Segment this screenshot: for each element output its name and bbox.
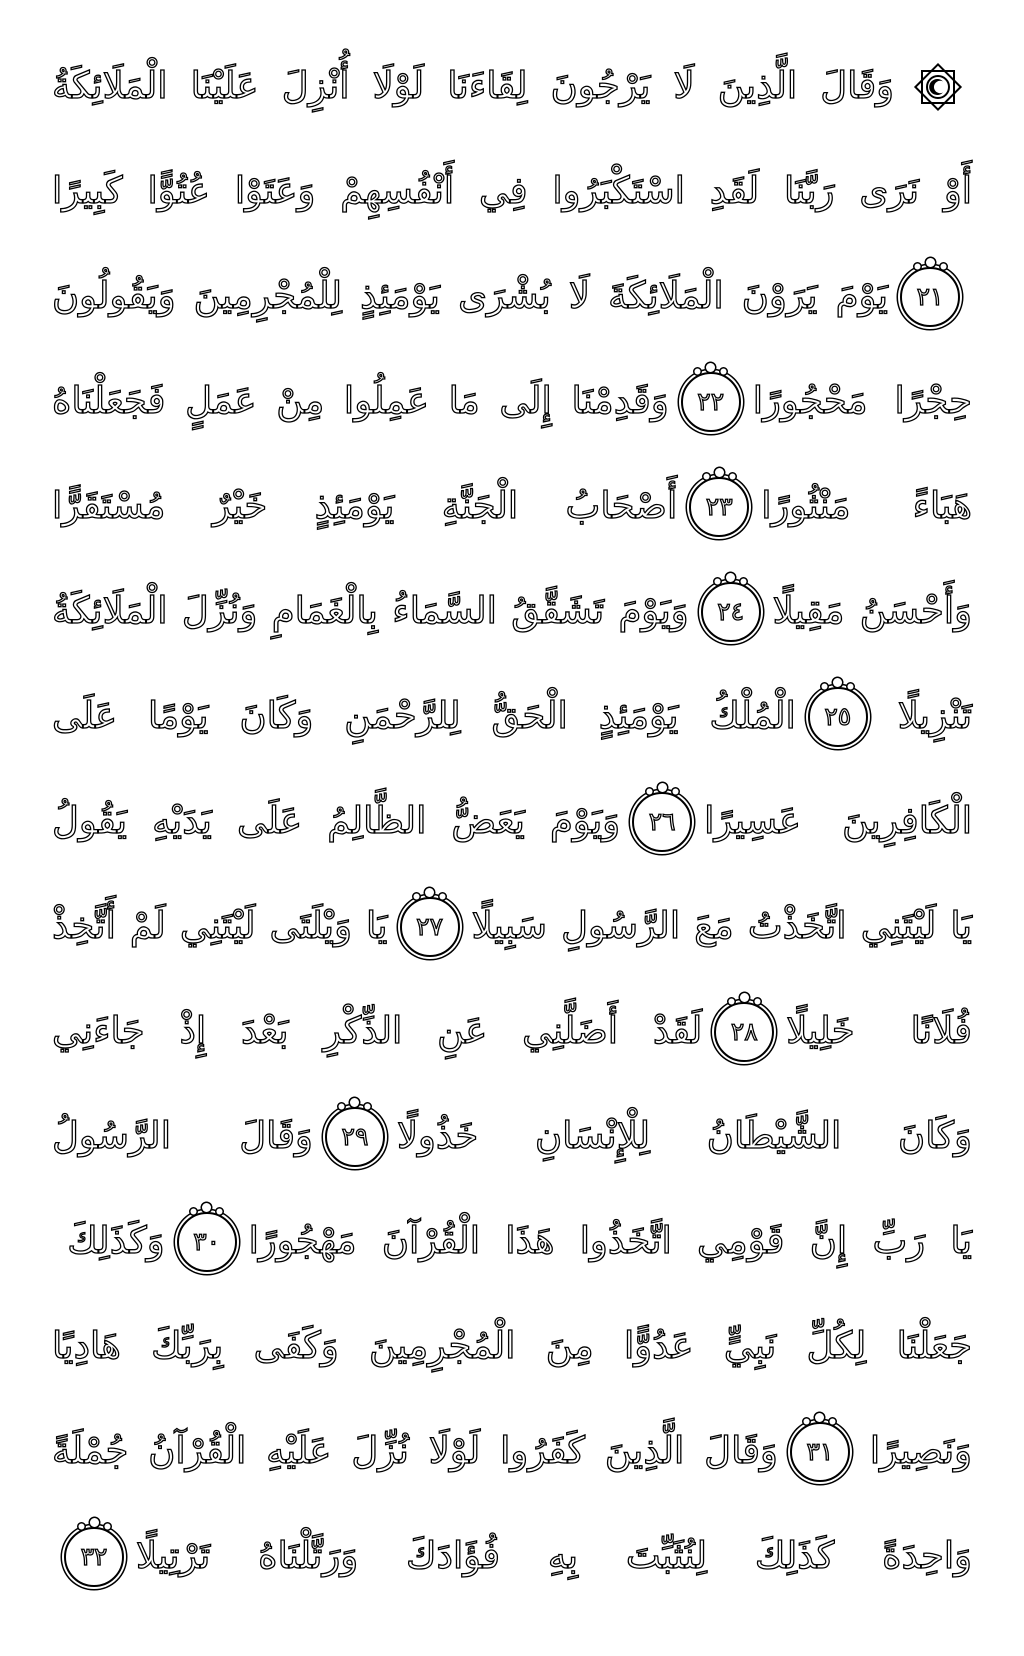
ayah-number: ٢١ xyxy=(916,281,944,311)
ayah-text: الْكَافِرِينَ عَسِيرًا xyxy=(704,799,972,843)
ayah-text: فُلَانًا خَلِيلًا xyxy=(786,1009,972,1053)
ayah-number-medallion xyxy=(400,897,460,957)
ayah-number-medallion xyxy=(681,372,741,432)
ayah-text: وَكَانَ الشَّيْطَانُ لِلْإِنْسَانِ خَذُولًا xyxy=(396,1114,972,1158)
ayah-number-medallion xyxy=(790,1422,850,1482)
ayah-text: وَكَذَلِكَ xyxy=(67,1219,165,1263)
ayah-number: ٣٠ xyxy=(193,1226,221,1256)
mushaf-line xyxy=(52,874,972,979)
ayah-number-medallion xyxy=(64,1527,124,1587)
ayah-number-medallion xyxy=(177,1212,237,1272)
ayah-text: الْمُلْكُ يَوْمَئِذٍ الْحَقُّ لِلرَّحْمَنِ وَكَانَ يَوْمًا عَلَى xyxy=(52,694,796,738)
rub-el-hizb-icon xyxy=(908,57,968,117)
ayah-text: تَنْزِيلًا xyxy=(897,694,972,738)
ayah-number-medallion xyxy=(325,1107,385,1167)
mushaf-line xyxy=(52,349,972,454)
ayah-text: جَعَلْنَا لِكُلِّ نَبِيٍّ عَدُوًّا مِنَ الْمُجْرِمِينَ وَكَفَى بِرَبِّكَ هَادِيًا xyxy=(52,1324,972,1368)
mushaf-line xyxy=(52,769,972,874)
ayah-number: ٢٧ xyxy=(416,911,444,941)
ayah-number: ٢٨ xyxy=(730,1016,758,1046)
ayah-number: ٢٤ xyxy=(717,596,745,626)
ayah-number-medallion xyxy=(701,582,761,642)
mushaf-line xyxy=(52,979,972,1084)
ayah-number-medallion xyxy=(900,267,960,327)
ayah-number-medallion xyxy=(632,792,692,852)
ayah-text: وَيَوْمَ تَشَقَّقُ السَّمَاءُ بِالْغَمَامِ وَنُزِّلَ الْمَلَائِكَةُ xyxy=(52,589,689,633)
ayah-text: يَا وَيْلَتَى لَيْتَنِي لَمْ أَتَّخِذْ xyxy=(52,904,388,948)
ayah-text: يَوْمَ يَرَوْنَ الْمَلَائِكَةَ لَا بُشْرَى يَوْمَئِذٍ لِلْمُجْرِمِينَ وَيَقُولُونَ xyxy=(52,274,888,318)
ayah-text: يَا رَبِّ إِنَّ قَوْمِي اتَّخَذُوا هَذَا الْقُرْآنَ مَهْجُورًا xyxy=(248,1219,972,1263)
ayah-number: ٣١ xyxy=(806,1436,834,1466)
mushaf-line xyxy=(52,1294,972,1399)
mushaf-line xyxy=(52,559,972,664)
ayah-number-medallion xyxy=(714,1002,774,1062)
mushaf-line xyxy=(52,139,972,244)
ayah-text: وَأَحْسَنُ مَقِيلًا xyxy=(772,589,972,633)
ayah-number-medallion xyxy=(689,477,749,537)
ayah-text: وَقَدِمْنَا إِلَى مَا عَمِلُوا مِنْ عَمَلٍ فَجَعَلْنَاهُ xyxy=(52,379,669,423)
mushaf-line xyxy=(52,244,972,349)
mushaf-line xyxy=(52,1084,972,1189)
ayah-text: وَنَصِيرًا xyxy=(869,1429,972,1473)
ayah-text: يَا لَيْتَنِي اتَّخَذْتُ مَعَ الرَّسُولِ سَبِيلًا xyxy=(471,904,972,948)
ayah-text: لَقَدْ أَضَلَّنِي عَنِ الذِّكْرِ بَعْدَ إِذْ جَاءَنِي xyxy=(52,1009,703,1053)
ayah-number: ٢٣ xyxy=(705,491,733,521)
mushaf-line xyxy=(52,454,972,559)
ayah-text: هَبَاءً مَنْثُورًا xyxy=(761,484,972,528)
ayah-text: وَقَالَ الرَّسُولُ xyxy=(52,1114,313,1158)
ayah-text: أَصْحَابُ الْجَنَّةِ يَوْمَئِذٍ خَيْرٌ مُسْتَقَرًّا xyxy=(52,484,678,528)
ayah-number: ٢٦ xyxy=(648,806,676,836)
ayah-text: وَقَالَ الَّذِينَ كَفَرُوا لَوْلَا نُزِّلَ عَلَيْهِ الْقُرْآنُ جُمْلَةً xyxy=(52,1429,778,1473)
ayah-number: ٢٩ xyxy=(341,1121,369,1151)
ayah-text: وَقَالَ الَّذِينَ لَا يَرْجُونَ لِقَاءَنَا لَوْلَا أُنْزِلَ عَلَيْنَا الْمَلَائِكَةُ xyxy=(52,64,894,108)
ayah-number: ٢٥ xyxy=(824,701,852,731)
mushaf-line xyxy=(52,1189,972,1294)
ayah-text: أَوْ نَرَى رَبَّنَا لَقَدِ اسْتَكْبَرُوا فِي أَنْفُسِهِمْ وَعَتَوْا عُتُوًّا كَبِيرًا xyxy=(52,169,972,213)
ayah-number: ٣٢ xyxy=(80,1541,108,1571)
mushaf-line xyxy=(52,1399,972,1504)
mushaf-line xyxy=(52,664,972,769)
ayah-number-medallion xyxy=(808,687,868,747)
mushaf-line xyxy=(52,34,972,139)
ayah-text: حِجْرًا مَحْجُورًا xyxy=(752,379,972,423)
ayah-number: ٢٢ xyxy=(697,386,725,416)
ayah-text: وَيَوْمَ يَعَضُّ الظَّالِمُ عَلَى يَدَيْهِ يَقُولُ xyxy=(52,799,621,843)
mushaf-line xyxy=(52,1504,972,1609)
ayah-text: وَاحِدَةً كَذَلِكَ لِنُثَبِّتَ بِهِ فُؤَادَكَ وَرَتَّلْنَاهُ تَرْتِيلًا xyxy=(136,1534,972,1578)
